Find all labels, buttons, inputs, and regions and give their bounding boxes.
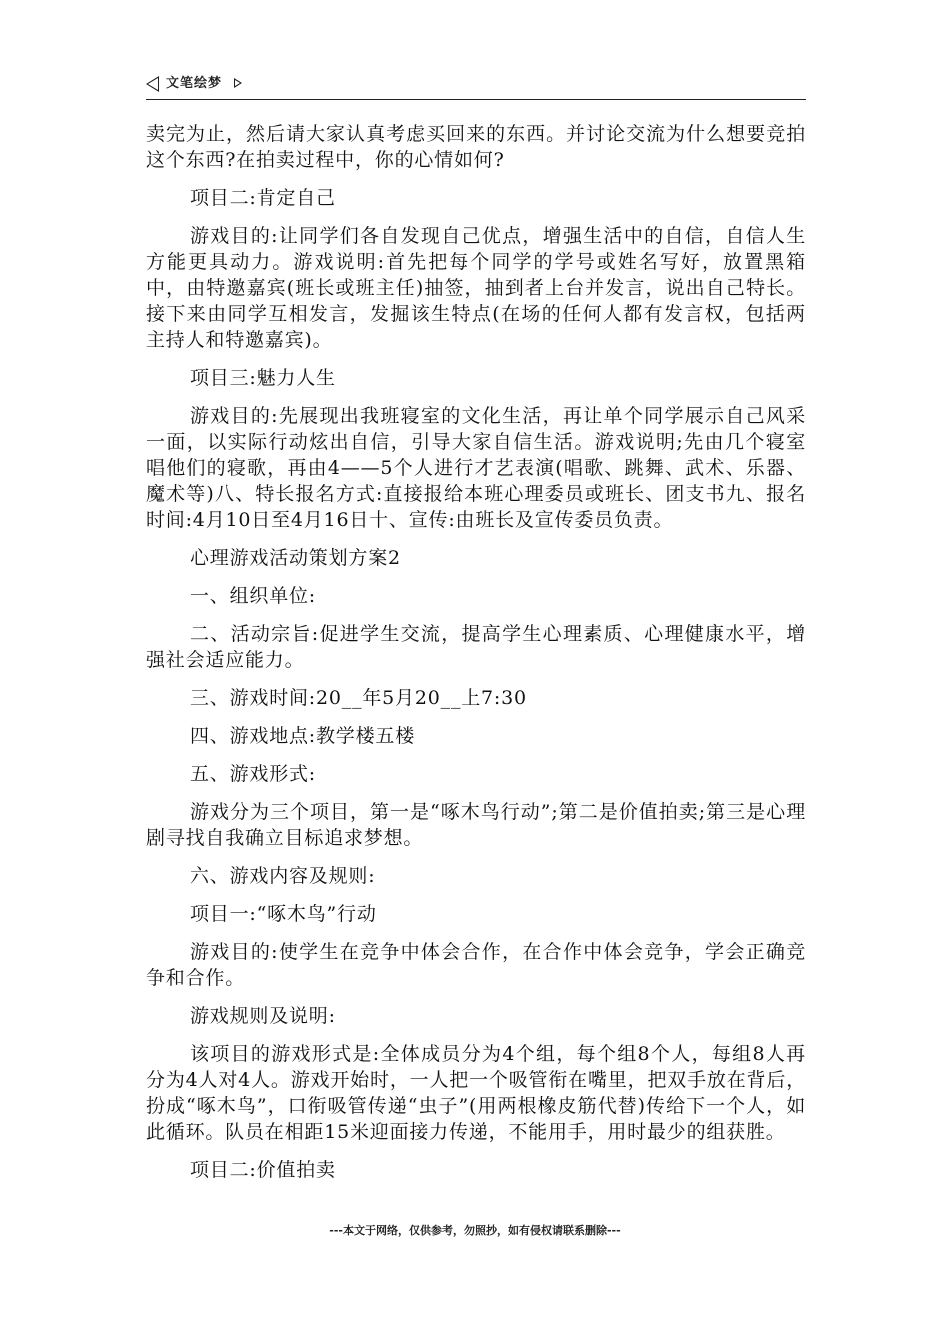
paragraph: 五、游戏形式: <box>190 763 317 785</box>
paragraph: 一、组织单位: <box>190 585 317 607</box>
paragraph: 游戏目的:使学生在竞争中体会合作，在合作中体会竞争，学会正确竞争和合作。 <box>146 941 806 989</box>
paragraph: 项目三:魅力人生 <box>190 367 336 389</box>
paragraph: 游戏规则及说明: <box>190 1005 336 1027</box>
paragraph: 游戏目的:先展现出我班寝室的文化生活，再让单个同学展示自己风采一面，以实际行动炫出自信，引导大家自信生活。游戏说明;先由几个寝室唱他们的寝歌，再由4——5个人进行才艺表演(唱歌、跳舞、武术、乐器、魔术等)八、特长报名方式:直接报给本班心理委员或班长、团支书九、报名时间:4月10日至4月16日十、宣传:由班长及宣传委员负责。 <box>146 405 806 531</box>
document-body <box>146 121 806 1195</box>
paragraph: 六、游戏内容及规则: <box>190 865 376 887</box>
paragraph: 游戏分为三个项目，第一是“啄木鸟行动”;第二是价值拍卖;第三是心理剧寻找自我确立目标追求梦想。 <box>146 801 806 849</box>
triangle-right-icon <box>234 78 242 88</box>
footer-disclaimer: ---本文于网络，仅供参考，勿照抄，如有侵权请联系删除--- <box>329 1224 621 1237</box>
paragraph: 四、游戏地点:教学楼五楼 <box>190 725 416 747</box>
paragraph: 卖完为止，然后请大家认真考虑买回来的东西。并讨论交流为什么想要竞拍这个东西?在拍卖过程中，你的心情如何? <box>146 123 806 171</box>
brand-label: 文笔绘梦 <box>166 76 223 91</box>
paragraph: 项目二:肯定自己 <box>190 187 336 209</box>
paragraph: 游戏目的:让同学们各自发现自己优点，增强生活中的自信，自信人生方能更具动力。游戏说明:首先把每个同学的学号或姓名写好，放置黑箱中，由特邀嘉宾(班长或班主任)抽签，抽到者上台并发言，说出自己特长。接下来由同学互相发言，发掘该生特点(在场的任何人都有发言权，包括两主持人和特邀嘉宾)。 <box>146 225 806 351</box>
paragraph: 项目二:价值拍卖 <box>190 1159 336 1181</box>
paragraph: 二、活动宗旨:促进学生交流，提高学生心理素质、心理健康水平，增强社会适应能力。 <box>146 623 806 671</box>
page-header <box>146 72 806 96</box>
paragraph: 三、游戏时间:20__年5月20__上7:30 <box>190 687 527 709</box>
triangle-left-icon <box>146 76 159 92</box>
paragraph: 心理游戏活动策划方案2 <box>190 547 401 569</box>
header-divider <box>146 99 806 100</box>
paragraph: 该项目的游戏形式是:全体成员分为4个组，每个组8个人，每组8人再分为4人对4人。游戏开始时，一人把一个吸管衔在嘴里，把双手放在背后，扮成“啄木鸟”，口衔吸管传递“虫子”(用两根橡皮筋代替)传给下一个人，如此循环。队员在相距15米迎面接力传递，不能用手，用时最少的组获胜。 <box>146 1043 806 1143</box>
paragraph: 项目一:“啄木鸟”行动 <box>190 903 377 925</box>
